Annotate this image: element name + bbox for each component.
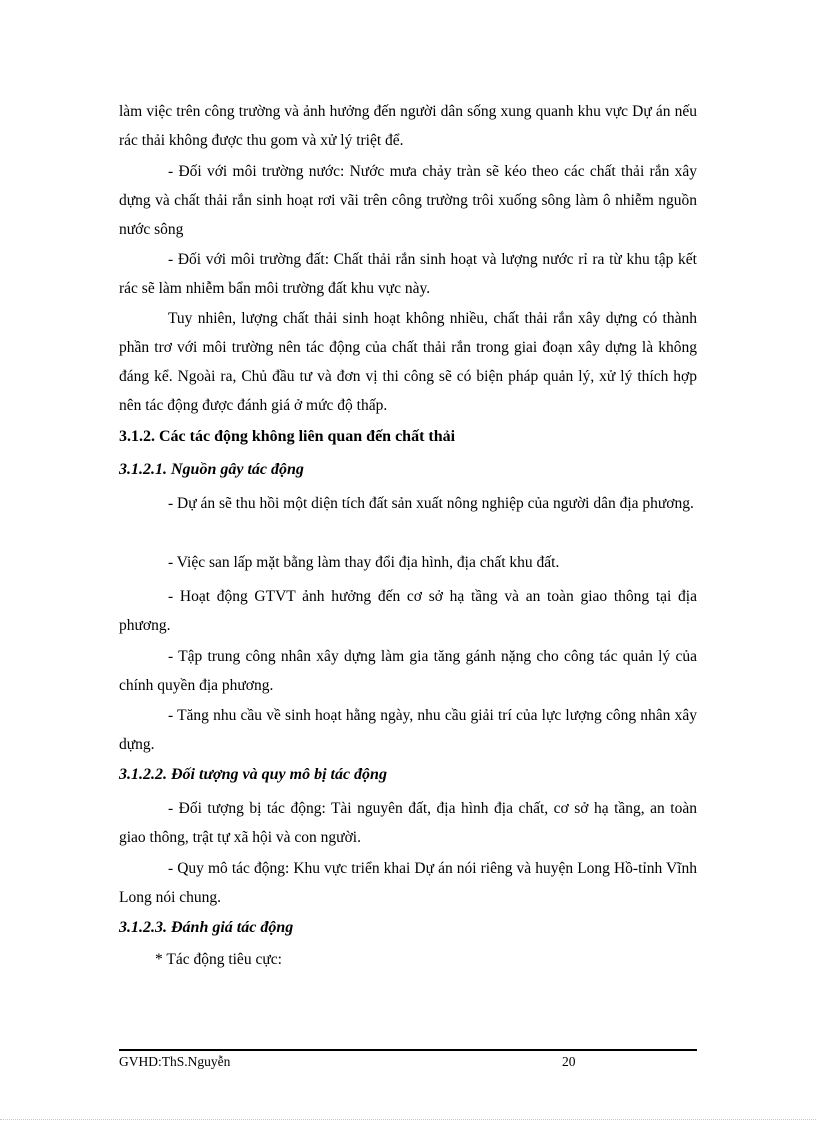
paragraph: - Hoạt động GTVT ảnh hưởng đến cơ sở hạ tầng và an toàn giao thông tại địa phương. [119, 588, 697, 634]
paragraph-leveling [119, 548, 697, 577]
paragraph-traffic [119, 582, 697, 640]
paragraph-water [119, 157, 697, 244]
paragraph: làm việc trên công trường và ảnh hưởng đến người dân sống xung quanh khu vực Dự án nếu rác thải không được thu gom và xử lý triệt để. [119, 103, 697, 149]
paragraph-needs [119, 701, 697, 759]
paragraph-scale [119, 854, 697, 912]
subsection-heading-3123 [119, 916, 697, 940]
paragraph: - Đối với môi trường nước: Nước mưa chảy tràn sẽ kéo theo các chất thải rắn xây dựng và chất thải rắn sinh hoạt rơi vãi trên công trường trôi xuống sông làm ô nhiễm nguồn nước sông [119, 163, 697, 238]
subheading: 3.1.2.2. Đối tượng và quy mô bị tác động [119, 766, 387, 783]
paragraph: * Tác động tiêu cực: [155, 951, 282, 968]
paragraph-objects [119, 794, 697, 852]
paragraph: - Tăng nhu cầu về sinh hoạt hằng ngày, nhu cầu giải trí của lực lượng công nhân xây dựng. [119, 707, 697, 753]
paragraph-however [119, 304, 697, 420]
paragraph-land [119, 489, 697, 518]
paragraph: - Dự án sẽ thu hồi một diện tích đất sản xuất nông nghiệp của người dân địa phương. [168, 495, 694, 512]
paragraph: Tuy nhiên, lượng chất thải sinh hoạt không nhiều, chất thải rắn xây dựng có thành phần trơ với môi trường nên tác động của chất thải rắn trong giai đoạn xây dựng là không đáng kể. Ngoài ra, Chủ đầu tư và đơn vị thi công sẽ có biện pháp quản lý, xử lý thích hợp nên tác động được đánh giá ở mức độ thấp. [119, 310, 697, 414]
subsection-heading-3122 [119, 763, 697, 787]
paragraph-continuation [119, 97, 697, 155]
footer-divider [119, 1049, 697, 1051]
paragraph-workers [119, 642, 697, 700]
page-bottom-edge [0, 1119, 816, 1120]
paragraph: - Quy mô tác động: Khu vực triển khai Dự án nói riêng và huyện Long Hồ-tỉnh Vĩnh Long nói chung. [119, 860, 697, 906]
paragraph: - Đối tượng bị tác động: Tài nguyên đất, địa hình địa chất, cơ sở hạ tầng, an toàn giao thông, trật tự xã hội và con người. [119, 800, 697, 846]
section-heading-312 [119, 425, 697, 449]
paragraph: - Việc san lấp mặt bằng làm thay đổi địa hình, địa chất khu đất. [168, 554, 560, 571]
page-number: 20 [562, 1054, 576, 1069]
heading: 3.1.2. Các tác động không liên quan đến chất thải [119, 428, 456, 445]
footer-advisor: GVHD:ThS.Nguyễn [119, 1054, 231, 1069]
paragraph-soil [119, 245, 697, 303]
subheading: 3.1.2.3. Đánh giá tác động [119, 919, 294, 936]
subheading: 3.1.2.1. Nguồn gây tác động [119, 461, 304, 478]
paragraph: - Tập trung công nhân xây dựng làm gia tăng gánh nặng cho công tác quản lý của chính quyền địa phương. [119, 648, 697, 694]
paragraph: - Đối với môi trường đất: Chất thải rắn sinh hoạt và lượng nước rỉ ra từ khu tập kết rác sẽ làm nhiễm bẩn môi trường đất khu vực này. [119, 251, 697, 297]
paragraph-negative [119, 945, 697, 974]
subsection-heading-3121 [119, 458, 697, 482]
